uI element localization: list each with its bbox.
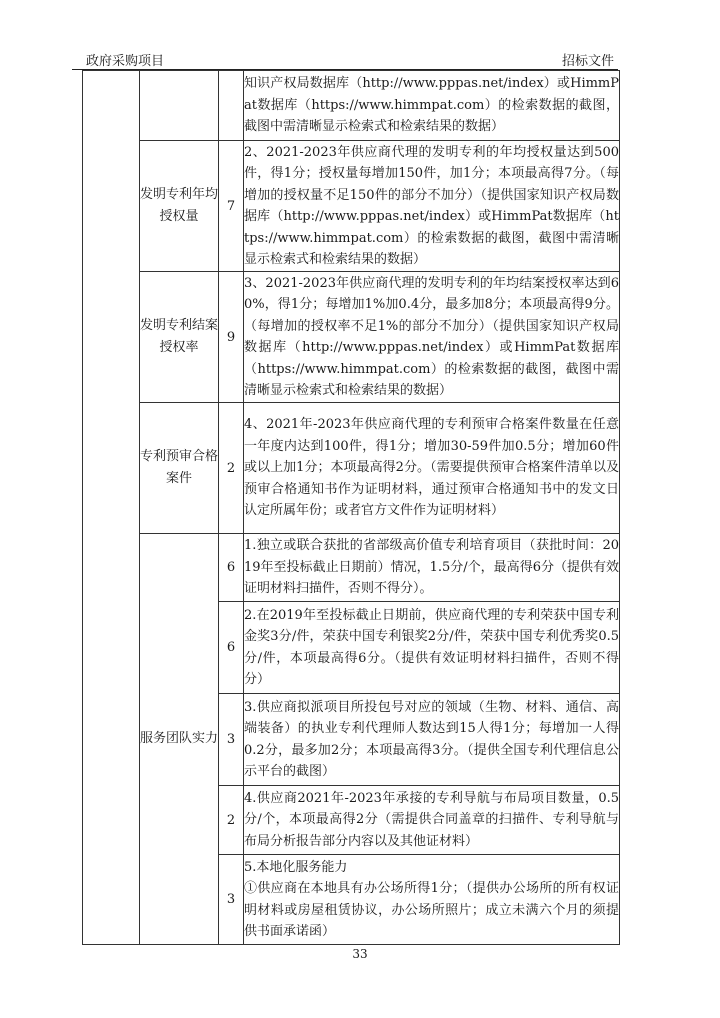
- table-row: [83, 272, 620, 403]
- criterion-content: 5.本地化服务能力 ①供应商在本地具有办公场所得1分；（提供办公场所的所有权证明材料或房屋租赁协议，办公场所照片；成立未满六个月的须提供书面承诺函）: [244, 855, 620, 945]
- criterion-name: 服务团队实力: [140, 534, 219, 945]
- criterion-content: 4、2021年-2023年供应商代理的专利预审合格案件数量在任意一年度内达到100件，得1分；增加30-59件加0.5分；增加60件或以上加1分；本项最高得2分。（需要提供预审合格案件清单以及预审合格通知书作为证明材料，通过预审合格通知书中的发文日认定所属年份；或者官方文件作为证明材料）: [244, 403, 620, 534]
- page-number: 33: [352, 947, 368, 961]
- blank-left-column: [83, 71, 140, 945]
- criterion-content: 3.供应商拟派项目所投包号对应的领域（生物、材料、通信、高端装备）的执业专利代理师人数达到15人得1分；每增加一人得0.2分，最多加2分；本项最高得3分。（提供全国专利代理信息公示平台的截图）: [244, 694, 620, 786]
- header-right-title: 招标文件: [561, 54, 614, 69]
- criterion-content: 2、2021-2023年供应商代理的发明专利的年均授权量达到500件，得1分；授权量每增加150件，加1分；本项最高得7分。（每增加的授权量不足150件的部分不加分）（提供国家知识产权局数据库（http://www.pppas.net/index）或HimmPat数据库（https://www.himmpat.com）的检索数据的截图，截图中需清晰显示检索式和检索结果的数据）: [244, 141, 620, 272]
- criterion-score: 2: [219, 786, 244, 855]
- page-header: [72, 50, 618, 68]
- header-left-title: 政府采购项目: [86, 54, 165, 69]
- criterion-name: 发明专利结案授权率: [140, 272, 219, 403]
- table-row: [83, 71, 620, 141]
- criterion-name: [140, 71, 219, 141]
- criterion-name: 发明专利年均授权量: [140, 141, 219, 272]
- table-row: [83, 403, 620, 534]
- criterion-name: 专利预审合格案件: [140, 403, 219, 534]
- criterion-content: 3、2021-2023年供应商代理的发明专利的年均结案授权率达到60%，得1分；每增加1%加0.4分，最多加8分；本项最高得9分。（每增加的授权率不足1%的部分不加分）（提供国家知识产权局数据库（http://www.pppas.net/index）或HimmPat数据库（https://www.himmpat.com）的检索数据的截图，截图中需清晰显示检索式和检索结果的数据）: [244, 272, 620, 403]
- criterion-score: 7: [219, 141, 244, 272]
- criterion-score: 3: [219, 855, 244, 945]
- criterion-content: 1.独立或联合获批的省部级高价值专利培育项目（获批时间：2019年至投标截止日期前）情况，1.5分/个，最高得6分（提供有效证明材料扫描件，否则不得分）。: [244, 534, 620, 602]
- criterion-content: 4.供应商2021年-2023年承接的专利导航与布局项目数量，0.5分/个，本项最高得2分（需提供合同盖章的扫描件、专利导航与布局分析报告部分内容以及其他证材料）: [244, 786, 620, 855]
- table-row: [83, 141, 620, 272]
- table-row: [83, 534, 620, 602]
- criterion-score: 6: [219, 602, 244, 694]
- criterion-content: 知识产权局数据库（http://www.pppas.net/index）或HimmPat数据库（https://www.himmpat.com）的检索数据的截图，截图中需清晰显示检索式和检索结果的数据）: [244, 71, 620, 141]
- criterion-score: 3: [219, 694, 244, 786]
- criterion-score: 2: [219, 403, 244, 534]
- criterion-content: 2.在2019年至投标截止日期前，供应商代理的专利荣获中国专利金奖3分/件，荣获中国专利银奖2分/件，荣获中国专利优秀奖0.5分/件，本项最高得6分。（提供有效证明材料扫描件，否则不得分）: [244, 602, 620, 694]
- criterion-score: 6: [219, 534, 244, 602]
- criterion-score: [219, 71, 244, 141]
- criterion-score: 9: [219, 272, 244, 403]
- scoring-table: [82, 70, 620, 945]
